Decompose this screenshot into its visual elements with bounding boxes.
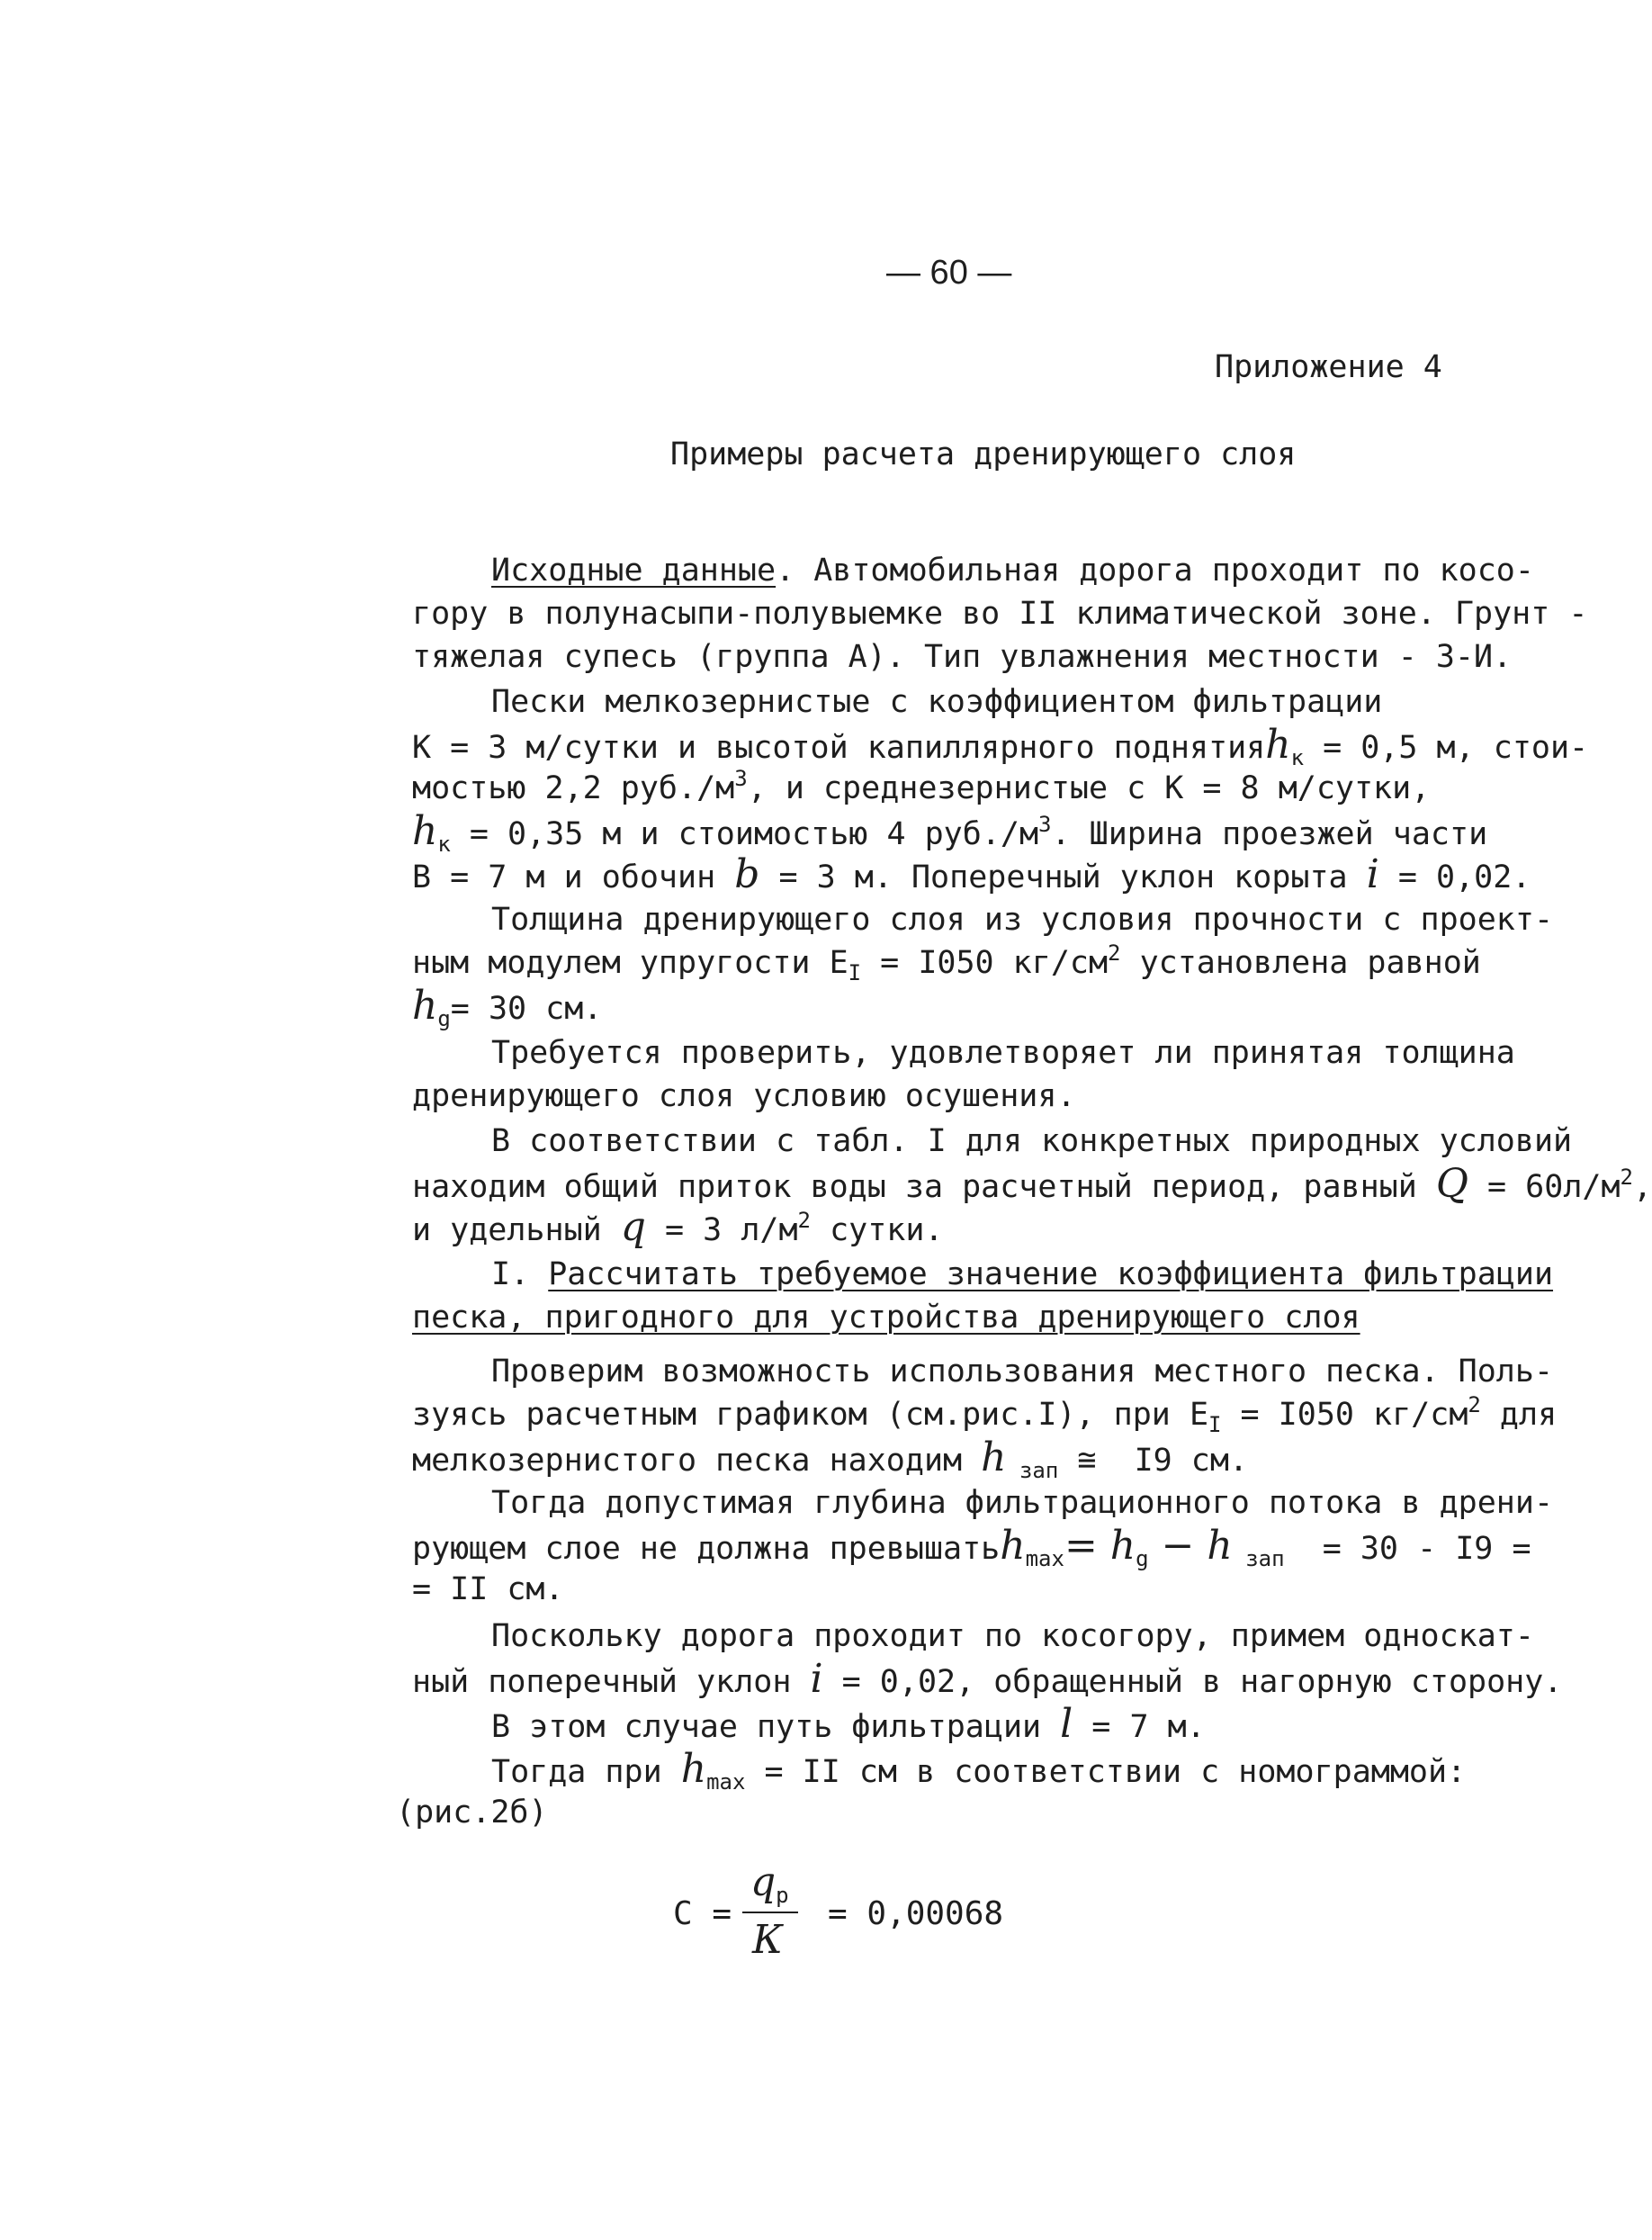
section-heading-line — [491, 1255, 1553, 1294]
text-span: мостью 2,2 руб./м — [412, 770, 735, 806]
superscript: 3 — [1038, 812, 1052, 837]
text-line: = II см. — [412, 1571, 564, 1607]
text-span: ≅ I9 см. — [1058, 1443, 1249, 1479]
subscript: зап — [1232, 1546, 1285, 1571]
text-line: гору в полунасыпи-полувыемке во II климатической зоне. Грунт - — [412, 596, 1588, 632]
text-line — [412, 983, 603, 1031]
text-span: зуясь расчетным графиком (см.рис.I), при Е — [412, 1397, 1209, 1433]
text-line: тяжелая супесь (группа А). Тип увлажнения местности - 3-И. — [412, 639, 1513, 675]
text-span: = 60л/м — [1468, 1169, 1621, 1205]
handwritten-symbol: h — [412, 983, 438, 1029]
handwritten-symbol: h — [1265, 722, 1291, 768]
handwritten-symbol: q — [620, 1204, 646, 1250]
handwritten-symbol: i — [810, 1656, 823, 1702]
subscript: I — [848, 960, 862, 985]
text-span: = 30 см. — [450, 991, 603, 1027]
text-span: I. — [491, 1256, 549, 1292]
formula-denominator: К — [752, 1917, 784, 1963]
handwritten-symbol: h — [680, 1746, 707, 1792]
subscript: max — [706, 1769, 746, 1795]
text-line — [412, 1656, 1563, 1702]
text-span: мелкозернистого песка находим — [412, 1443, 982, 1479]
subscript: к — [437, 832, 451, 857]
text-line: Требуется проверить, удовлетворяет ли принятая толщина — [491, 1035, 1515, 1071]
text-line — [491, 1701, 1206, 1747]
subscript: g — [1136, 1546, 1149, 1571]
superscript: 2 — [797, 1208, 811, 1233]
text-line — [412, 851, 1531, 897]
text-line — [412, 1435, 1249, 1483]
section-heading-line: песка, пригодного для устройства дренирующего слоя — [412, 1300, 1360, 1336]
text-span: = 0,5 м, стои- — [1304, 730, 1589, 766]
formula — [673, 1859, 1051, 1973]
handwritten-symbol: q — [750, 1859, 777, 1905]
appendix-label: Приложение 4 — [1215, 349, 1442, 385]
text-span: = 0,35 м и стоимостью 4 руб./м — [450, 816, 1039, 852]
text-span: = 30 - I9 = — [1284, 1531, 1531, 1567]
subscript: I — [1208, 1412, 1222, 1437]
underlined-heading: Рассчитать требуемое значение коэффициента фильтрации — [548, 1256, 1554, 1292]
text-span: К = 3 м/сутки и высотой капиллярного поднятия — [412, 730, 1266, 766]
page-number: — 60 — — [886, 254, 1012, 292]
handwritten-symbol: Q — [1435, 1161, 1468, 1207]
text-line — [491, 551, 1534, 590]
superscript: 3 — [734, 766, 748, 791]
text-span: = 3 л/м — [645, 1212, 798, 1248]
handwritten-symbol: h — [1000, 1523, 1026, 1569]
handwritten-symbol: h — [981, 1435, 1007, 1480]
text-span: рующем слое не должна превышать — [412, 1531, 1001, 1567]
handwritten-symbol: i — [1366, 851, 1379, 897]
subscript: р — [776, 1883, 789, 1908]
text-line: (рис.2б) — [396, 1795, 548, 1831]
text-span: . Автомобильная дорога проходит по косо- — [776, 553, 1534, 589]
text-line: Толщина дренирующего слоя из условия прочности с проект- — [491, 902, 1554, 938]
text-span: = I050 кг/см — [1221, 1397, 1468, 1433]
text-line — [412, 722, 1589, 770]
text-line — [412, 1392, 1558, 1437]
superscript: 2 — [1620, 1165, 1633, 1190]
text-span: ный поперечный уклон — [412, 1664, 811, 1700]
underlined-phrase: Исходные данные — [491, 553, 777, 589]
superscript: 2 — [1108, 940, 1121, 966]
text-span: ным модулем упругости Е — [412, 945, 848, 981]
text-span: . Ширина проезжей части — [1051, 816, 1488, 852]
text-line: дренирующего слоя условию осушения. — [412, 1078, 1076, 1114]
text-span: находим общий приток воды за расчетный период, равный — [412, 1169, 1436, 1205]
text-line — [491, 1746, 1467, 1795]
text-line — [412, 766, 1431, 808]
text-span: для — [1480, 1397, 1558, 1433]
fraction-line — [742, 1912, 798, 1913]
text-line: Пески мелкозернистые с коэффициентом фильтрации — [491, 684, 1383, 720]
text-line: В соответствии с табл. I для конкретных природных условий — [491, 1123, 1573, 1159]
subscript: зап — [1006, 1458, 1059, 1483]
text-span: = I050 кг/см — [861, 945, 1109, 981]
text-line — [412, 1523, 1531, 1571]
text-span: = 0,02. — [1378, 859, 1531, 895]
subscript: g — [437, 1006, 451, 1031]
text-span: , — [1633, 1169, 1652, 1205]
text-line — [412, 808, 1488, 857]
handwritten-symbol: b — [734, 851, 760, 897]
text-span: = 0,02, обращенный в нагорную сторону. — [822, 1664, 1563, 1700]
text-line: Тогда допустимая глубина фильтрационного потока в дрени- — [491, 1485, 1554, 1521]
document-title: Примеры расчета дренирующего слоя — [670, 436, 1297, 472]
subscript: max — [1025, 1546, 1064, 1571]
text-line — [412, 1204, 944, 1250]
text-line: Проверим возможность использования местного песка. Поль- — [491, 1354, 1554, 1390]
handwritten-symbol: l — [1060, 1701, 1073, 1747]
text-span: и удельный — [412, 1212, 621, 1248]
superscript: 2 — [1468, 1392, 1481, 1417]
handwritten-symbol: h — [412, 808, 438, 854]
text-span: В = 7 м и обочин — [412, 859, 735, 895]
text-span: = 3 м. Поперечный уклон корыта — [759, 859, 1367, 895]
formula-numerator — [750, 1859, 789, 1908]
text-span: = 7 м. — [1073, 1709, 1206, 1745]
text-line: Поскольку дорога проходит по косогору, примем односкат- — [491, 1618, 1534, 1654]
text-span: сутки. — [811, 1212, 944, 1248]
text-line — [412, 1161, 1652, 1207]
text-span: , и среднезернистые с К = 8 м/сутки, — [747, 770, 1431, 806]
text-span: = II см в соответствии с номограммой: — [745, 1754, 1467, 1790]
formula-lhs: С = — [673, 1895, 732, 1932]
handwritten-symbol: − h — [1148, 1523, 1233, 1569]
subscript: к — [1290, 745, 1305, 770]
text-span: Тогда при — [491, 1754, 681, 1790]
handwritten-symbol: = h — [1064, 1523, 1136, 1569]
formula-rhs: = 0,00068 — [828, 1895, 1004, 1932]
text-span: В этом случае путь фильтрации — [491, 1709, 1061, 1745]
text-line — [412, 940, 1481, 985]
text-span: установлена равной — [1120, 945, 1481, 981]
